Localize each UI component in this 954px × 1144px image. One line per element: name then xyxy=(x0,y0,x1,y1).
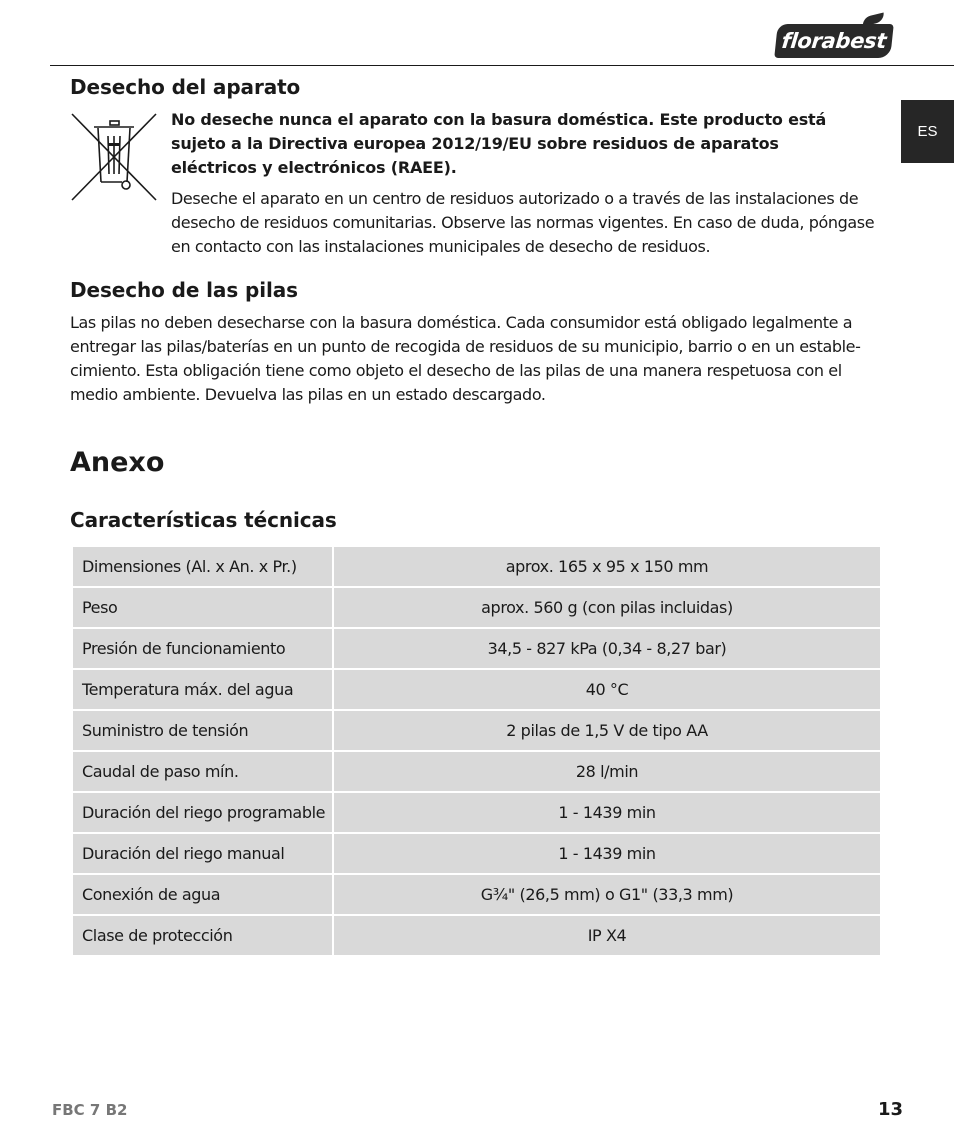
table-row xyxy=(72,669,881,710)
device-warning-line-3: eléctricos y electrónicos (RAEE). xyxy=(171,158,457,177)
footer-model-number: FBC 7 B2 xyxy=(52,1101,128,1119)
spec-value: 1 - 1439 min xyxy=(333,833,881,874)
spec-label: Conexión de agua xyxy=(72,874,333,915)
battery-body-line-2: entregar las pilas/baterías en un punto de recogida de residuos de su municipio, barrio o en un estable- xyxy=(70,337,861,356)
section-heading-device-disposal: Desecho del aparato xyxy=(70,75,301,99)
table-row xyxy=(72,710,881,751)
language-tab: ES xyxy=(901,100,954,163)
spec-label: Presión de funcionamiento xyxy=(72,628,333,669)
crossed-out-bin-icon xyxy=(70,112,158,202)
spec-label: Caudal de paso mín. xyxy=(72,751,333,792)
table-row xyxy=(72,915,881,956)
annex-title: Anexo xyxy=(70,447,165,478)
specs-table xyxy=(71,545,882,957)
table-row xyxy=(72,587,881,628)
spec-label: Suministro de tensión xyxy=(72,710,333,751)
device-warning-line-2: sujeto a la Directiva europea 2012/19/EU sobre residuos de aparatos xyxy=(171,134,779,153)
spec-label: Dimensiones (Al. x An. x Pr.) xyxy=(72,546,333,587)
battery-body-line-1: Las pilas no deben desecharse con la basura doméstica. Cada consumidor está obligado legalmente a xyxy=(70,313,853,332)
spec-value: IP X4 xyxy=(333,915,881,956)
spec-value: aprox. 560 g (con pilas incluidas) xyxy=(333,587,881,628)
spec-value: 2 pilas de 1,5 V de tipo AA xyxy=(333,710,881,751)
spec-label: Clase de protección xyxy=(72,915,333,956)
leaf-icon xyxy=(862,12,885,26)
specs-heading: Características técnicas xyxy=(70,508,337,532)
spec-value: 40 °C xyxy=(333,669,881,710)
table-row xyxy=(72,874,881,915)
table-row xyxy=(72,833,881,874)
brand-logo xyxy=(774,24,894,58)
section-heading-battery-disposal: Desecho de las pilas xyxy=(70,278,298,302)
spec-label: Peso xyxy=(72,587,333,628)
spec-value: G¾" (26,5 mm) o G1" (33,3 mm) xyxy=(333,874,881,915)
device-warning-line-1: No deseche nunca el aparato con la basura doméstica. Este producto está xyxy=(171,110,827,129)
header-divider xyxy=(50,65,954,66)
spec-value: 1 - 1439 min xyxy=(333,792,881,833)
footer-page-number: 13 xyxy=(877,1099,903,1120)
device-body-line-1: Deseche el aparato en un centro de residuos autorizado o a través de las instalaciones de xyxy=(171,189,859,208)
spec-value: 28 l/min xyxy=(333,751,881,792)
spec-value: 34,5 - 827 kPa (0,34 - 8,27 bar) xyxy=(333,628,881,669)
table-row xyxy=(72,628,881,669)
table-row xyxy=(72,546,881,587)
table-row xyxy=(72,751,881,792)
spec-label: Temperatura máx. del agua xyxy=(72,669,333,710)
spec-label: Duración del riego programable xyxy=(72,792,333,833)
battery-body-line-3: cimiento. Esta obligación tiene como objeto el desecho de las pilas de una manera respetuosa con el xyxy=(70,361,842,380)
device-body-line-2: desecho de residuos comunitarias. Observe las normas vigentes. En caso de duda, póngase xyxy=(171,213,875,232)
device-body-line-3: en contacto con las instalaciones municipales de desecho de residuos. xyxy=(171,237,711,256)
brand-logo-text: florabest xyxy=(780,29,888,53)
spec-value: aprox. 165 x 95 x 150 mm xyxy=(333,546,881,587)
table-row xyxy=(72,792,881,833)
spec-label: Duración del riego manual xyxy=(72,833,333,874)
battery-body-line-4: medio ambiente. Devuelva las pilas en un estado descargado. xyxy=(70,385,546,404)
